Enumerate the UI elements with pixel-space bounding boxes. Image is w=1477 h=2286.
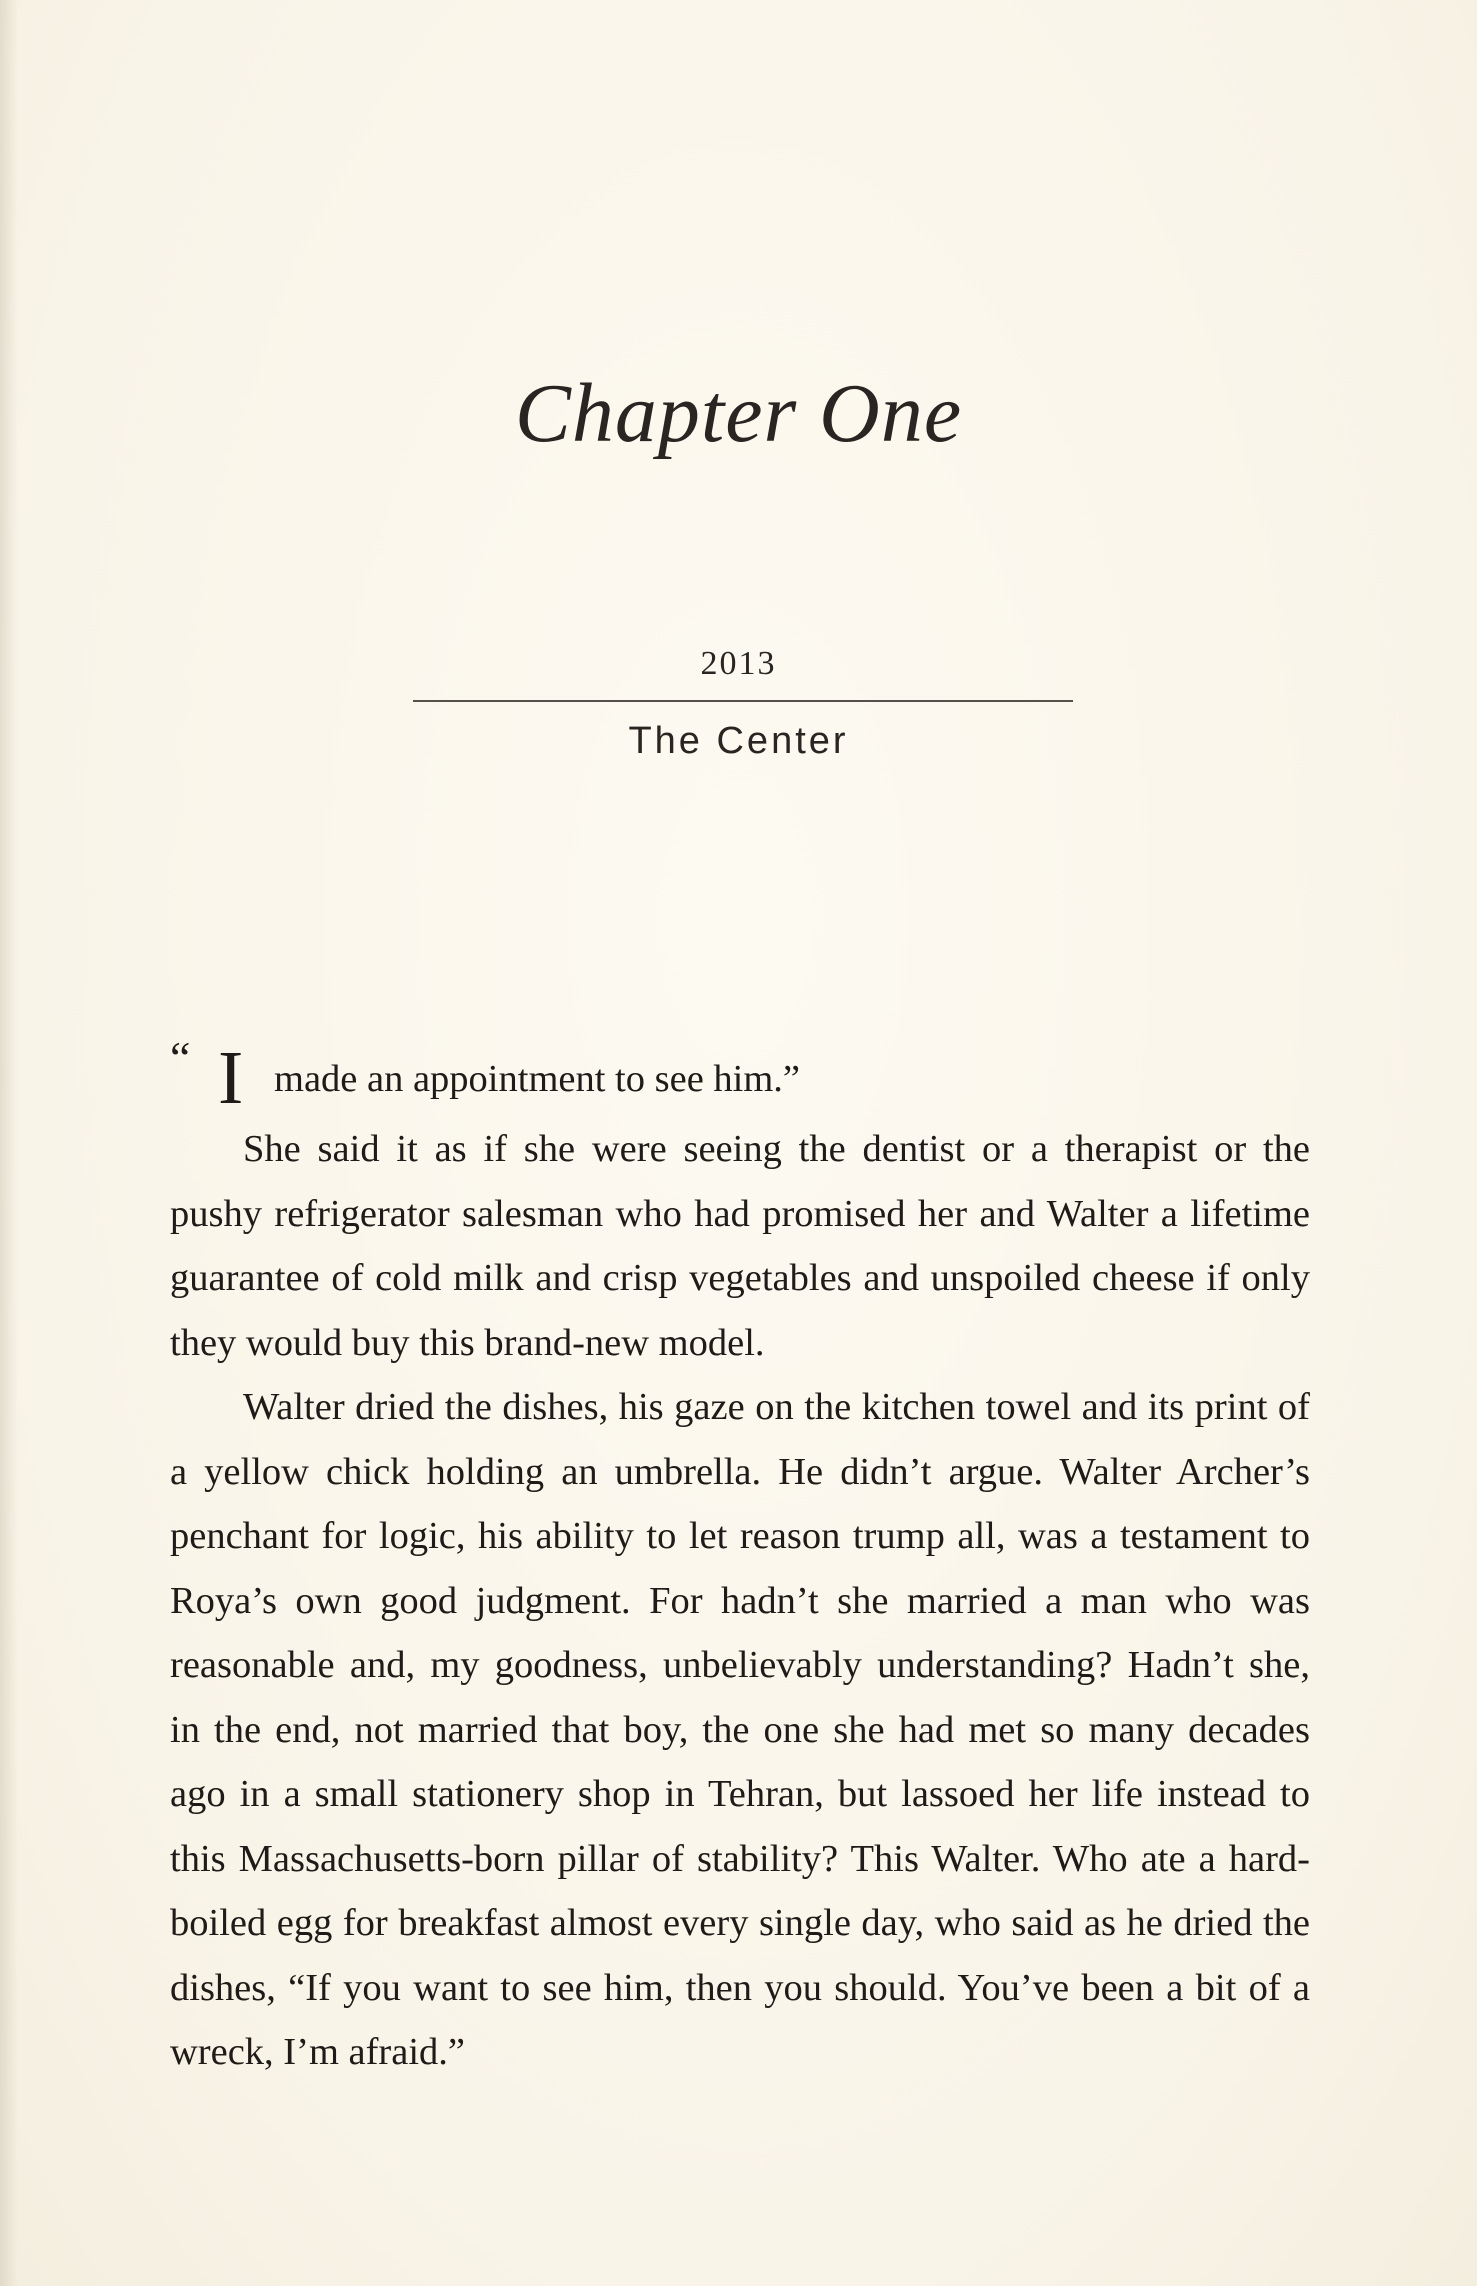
opening-line-text: made an appointment to see him.”: [274, 1058, 801, 1100]
drop-cap: I: [218, 1036, 244, 1120]
paragraph: Walter dried the dishes, his gaze on the kitchen towel and its print of a yellow chick holding an umbrella. He didn’t argue. Walter Archer’s penchant for logic, his ability to let reason trump all, was a testament to Roya’s own good judgment. For hadn’t she married a man who was reasonable and, my goodness, unbelievably understanding? Hadn’t she, in the end, not married that boy, the one she had met so many decades ago in a small stationery shop in Tehran, but lassoed her life instead to this Massachusetts-born pillar of stability? This Walter. Who ate a hard-boiled egg for breakfast almost every single day, who said as he dried the dishes, “If you want to see him, then you should. You’ve been a bit of a wreck, I’m afraid.”: [170, 1386, 1310, 2073]
paragraph: She said it as if she were seeing the dentist or a therapist or the pushy refrigerator salesman who had promised her and Walter a lifetime guarantee of cold milk and crisp vegetables and unspoiled cheese if only they would buy this brand-new model.: [170, 1128, 1310, 1364]
chapter-year: 2013: [700, 645, 777, 682]
opening-quote-mark: “: [170, 1032, 191, 1083]
chapter-subtitle: The Center: [628, 720, 849, 762]
chapter-title: Chapter One: [514, 367, 963, 460]
page-fold-shadow: [0, 0, 18, 2286]
opening-line: [170, 1032, 1310, 1120]
divider-rule: [413, 700, 1073, 702]
body-text: [170, 1033, 1310, 2085]
